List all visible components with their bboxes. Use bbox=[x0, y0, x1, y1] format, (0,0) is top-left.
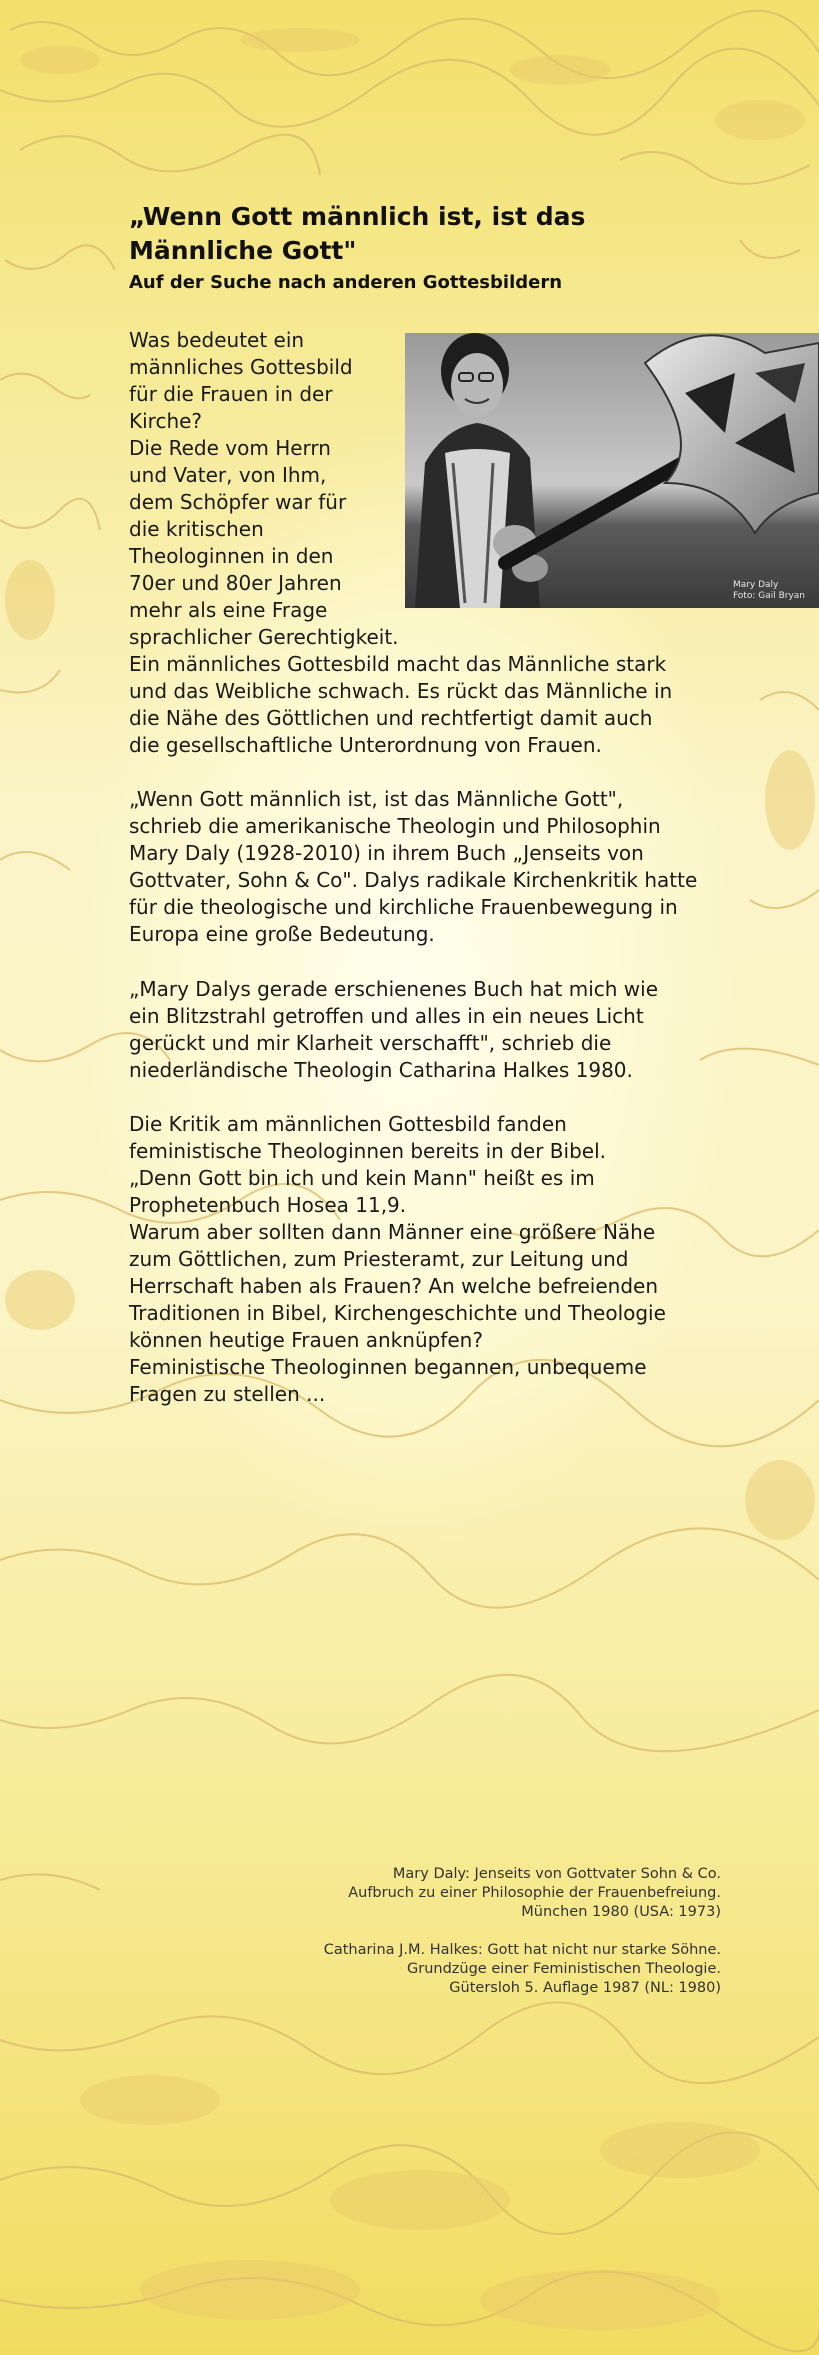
paragraph-2 bbox=[129, 786, 729, 948]
reference-item bbox=[201, 1941, 721, 1998]
title-line-1: „Wenn Gott männlich ist, ist das bbox=[129, 202, 586, 231]
paragraph-line: Warum aber sollten dann Männer eine größere Nähe bbox=[129, 1220, 656, 1244]
paragraph-line: „Denn Gott bin ich und kein Mann" heißt es im bbox=[129, 1166, 595, 1190]
paragraph-line: Gottvater, Sohn & Co". Dalys radikale Kirchenkritik hatte bbox=[129, 868, 698, 892]
reference-line: Grundzüge einer Feministischen Theologie. bbox=[407, 1961, 721, 1977]
intro-line: und Vater, von Ihm, bbox=[129, 463, 327, 487]
references bbox=[201, 1865, 721, 2017]
page-subtitle: Auf der Suche nach anderen Gottesbildern bbox=[129, 272, 563, 293]
reference-line: Gütersloh 5. Auflage 1987 (NL: 1980) bbox=[449, 1980, 721, 1996]
intro-line: 70er und 80er Jahren bbox=[129, 571, 342, 595]
paragraph-line: Fragen zu stellen ... bbox=[129, 1382, 326, 1406]
paragraph-line: ein Blitzstrahl getroffen und alles in ein neues Licht bbox=[129, 1004, 644, 1028]
paragraph-line: feministische Theologinnen bereits in der Bibel. bbox=[129, 1139, 606, 1163]
intro-paragraph bbox=[129, 327, 399, 651]
paragraph-4 bbox=[129, 1111, 729, 1408]
paragraph-line: „Wenn Gott männlich ist, ist das Männliche Gott", bbox=[129, 787, 624, 811]
intro-line: Was bedeutet ein bbox=[129, 328, 305, 352]
intro-line: Theologinnen in den bbox=[129, 544, 334, 568]
paragraph-line: für die theologische und kirchliche Frauenbewegung in bbox=[129, 895, 678, 919]
paragraph-line: Die Kritik am männlichen Gottesbild fanden bbox=[129, 1112, 567, 1136]
paragraph-line: können heutige Frauen anknüpfen? bbox=[129, 1328, 483, 1352]
paragraph-line: zum Göttlichen, zum Priesteramt, zur Leitung und bbox=[129, 1247, 629, 1271]
paragraph-line: schrieb die amerikanische Theologin und Philosophin bbox=[129, 814, 661, 838]
intro-line: mehr als eine Frage bbox=[129, 598, 328, 622]
paragraph-line: Ein männliches Gottesbild macht das Männliche stark bbox=[129, 652, 667, 676]
reference-line: Aufbruch zu einer Philosophie der Frauenbefreiung. bbox=[348, 1885, 721, 1901]
title-line-2: Männliche Gott" bbox=[129, 236, 357, 265]
mary-daly-photo bbox=[405, 333, 819, 608]
page-title bbox=[129, 200, 719, 268]
paragraph-line: Prophetenbuch Hosea 11,9. bbox=[129, 1193, 407, 1217]
paragraph-line: niederländische Theologin Catharina Halkes 1980. bbox=[129, 1058, 633, 1082]
intro-line: dem Schöpfer war für bbox=[129, 490, 347, 514]
reference-line: München 1980 (USA: 1973) bbox=[521, 1904, 721, 1920]
paragraph-line: Feministische Theologinnen begannen, unbequeme bbox=[129, 1355, 647, 1379]
paragraph-line: Traditionen in Bibel, Kirchengeschichte und Theologie bbox=[129, 1301, 666, 1325]
paragraph-line: Europa eine große Bedeutung. bbox=[129, 922, 435, 946]
paragraph-line: Herrschaft haben als Frauen? An welche befreienden bbox=[129, 1274, 658, 1298]
paragraph-line: die gesellschaftliche Unterordnung von Frauen. bbox=[129, 733, 602, 757]
intro-line: Die Rede vom Herrn bbox=[129, 436, 331, 460]
paragraph-line: Mary Daly (1928-2010) in ihrem Buch „Jenseits von bbox=[129, 841, 644, 865]
intro-line: Kirche? bbox=[129, 409, 203, 433]
intro-line: sprachlicher Gerechtigkeit. bbox=[129, 625, 399, 649]
intro-line: die kritischen bbox=[129, 517, 264, 541]
paragraph-line: und das Weibliche schwach. Es rückt das Männliche in bbox=[129, 679, 673, 703]
photo-caption bbox=[733, 580, 805, 602]
intro-text bbox=[129, 327, 399, 651]
intro-line: männliches Gottesbild bbox=[129, 355, 353, 379]
paragraph-line: „Mary Dalys gerade erschienenes Buch hat mich wie bbox=[129, 977, 659, 1001]
paragraph-1 bbox=[129, 651, 729, 759]
reference-line: Catharina J.M. Halkes: Gott hat nicht nur starke Söhne. bbox=[323, 1942, 721, 1958]
paragraph-line: gerückt und mir Klarheit verschafft", schrieb die bbox=[129, 1031, 612, 1055]
photo-caption-credit: Foto: Gail Bryan bbox=[732, 591, 805, 601]
header bbox=[129, 200, 719, 320]
paragraph-3 bbox=[129, 976, 729, 1084]
photo-illustration bbox=[405, 333, 819, 608]
reference-line: Mary Daly: Jenseits von Gottvater Sohn & Co. bbox=[392, 1866, 721, 1882]
paragraph-line: die Nähe des Göttlichen und rechtfertigt damit auch bbox=[129, 706, 653, 730]
photo-caption-name: Mary Daly bbox=[732, 580, 779, 590]
reference-item bbox=[201, 1865, 721, 1922]
intro-line: für die Frauen in der bbox=[129, 382, 333, 406]
